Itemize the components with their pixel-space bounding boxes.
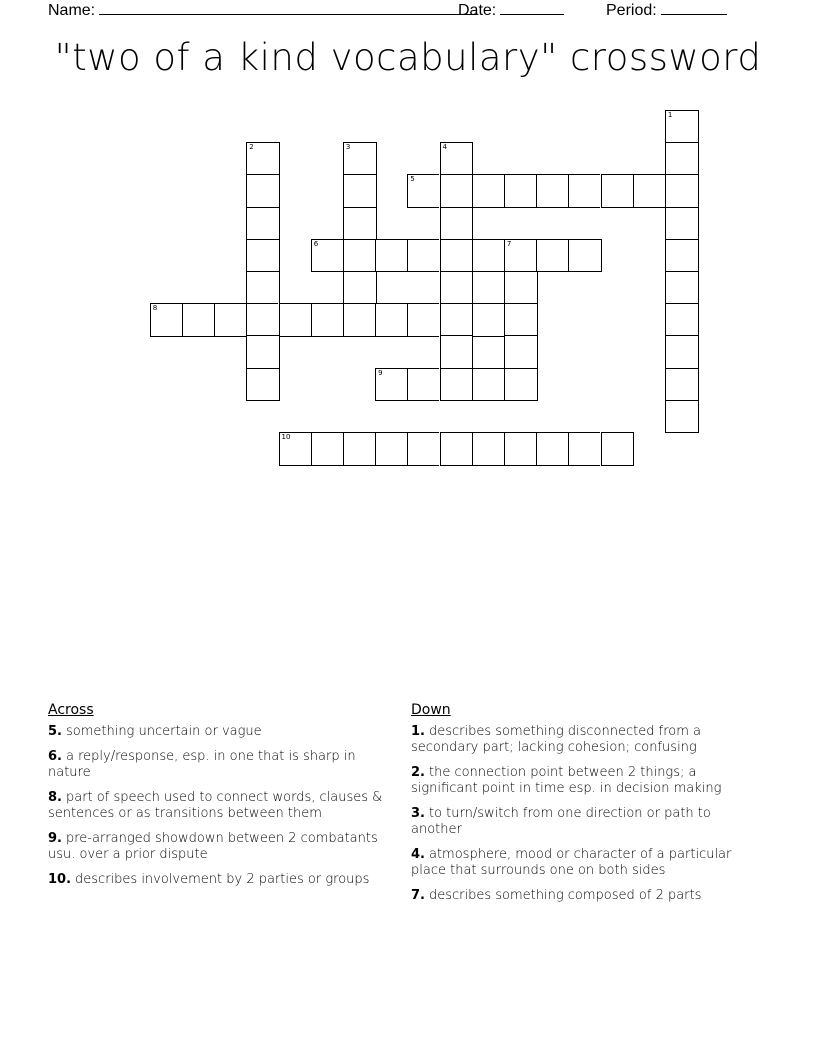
crossword-cell[interactable] (568, 432, 600, 466)
crossword-cell[interactable] (343, 174, 377, 206)
clue-number: 2. (411, 765, 425, 780)
crossword-cell[interactable] (343, 142, 377, 174)
crossword-cell[interactable] (440, 174, 472, 206)
crossword-cell[interactable] (311, 303, 343, 337)
crossword-cell[interactable] (407, 432, 439, 466)
date-label: Date: (458, 2, 497, 19)
crossword-cell[interactable] (665, 110, 699, 142)
crossword-cell[interactable] (246, 303, 278, 335)
crossword-cell[interactable] (246, 174, 280, 206)
crossword-cell[interactable] (665, 303, 699, 335)
period-label: Period: (606, 2, 657, 19)
crossword-cell[interactable] (343, 271, 377, 303)
clue-number: 5. (48, 724, 62, 739)
crossword-cell[interactable] (472, 432, 504, 466)
crossword-cell[interactable] (601, 174, 633, 208)
crossword-cell[interactable] (375, 432, 407, 466)
down-clue (411, 765, 761, 797)
clue-number-label: 3 (345, 143, 351, 152)
clue-number-label: 2 (249, 143, 254, 152)
crossword-grid (0, 0, 816, 470)
crossword-cell[interactable] (665, 271, 699, 303)
clue-number: 10. (48, 872, 72, 887)
crossword-cell[interactable] (504, 368, 538, 402)
clue-number-label: 5 (410, 175, 415, 184)
clue-number: 3. (411, 806, 425, 821)
crossword-cell[interactable] (440, 207, 474, 239)
clue-number-label: 4 (442, 143, 447, 152)
across-clue (48, 790, 400, 822)
crossword-cell[interactable] (472, 239, 504, 273)
clue-number-label: 7 (506, 239, 512, 248)
clue-number-label: 8 (152, 304, 158, 313)
crossword-cell[interactable] (665, 400, 699, 434)
crossword-cell[interactable] (343, 303, 375, 337)
crossword-cell[interactable] (407, 303, 439, 337)
clue-number: 7. (411, 888, 425, 903)
crossword-cell[interactable] (375, 239, 407, 273)
clue-number: 9. (48, 831, 62, 846)
crossword-cell[interactable] (375, 368, 407, 402)
crossword-cell[interactable] (504, 335, 538, 367)
across-clue (48, 872, 400, 888)
crossword-cell[interactable] (665, 335, 699, 367)
crossword-cell[interactable] (536, 174, 568, 208)
crossword-cell[interactable] (472, 174, 504, 208)
down-clue (411, 806, 761, 838)
crossword-cell[interactable] (343, 239, 375, 271)
crossword-cell[interactable] (407, 368, 439, 402)
crossword-cell[interactable] (375, 303, 407, 337)
clue-number-label: 10 (281, 433, 291, 441)
crossword-cell[interactable] (665, 142, 699, 174)
down-clues (411, 702, 761, 913)
crossword-cell[interactable] (536, 239, 568, 273)
crossword-cell[interactable] (214, 303, 246, 337)
clue-text: describes something disconnected from a secondary part; lacking cohesion; confusing (411, 724, 701, 755)
crossword-cell[interactable] (279, 432, 311, 466)
across-clue (48, 831, 400, 863)
crossword-cell[interactable] (407, 174, 439, 208)
crossword-cell[interactable] (440, 239, 472, 271)
page-title: "two of a kind vocabulary" crossword (54, 36, 762, 79)
crossword-cell[interactable] (472, 303, 504, 337)
crossword-cell[interactable] (343, 432, 375, 466)
crossword-cell[interactable] (246, 271, 280, 303)
crossword-cell[interactable] (246, 239, 280, 271)
clue-number-label: 1 (667, 111, 673, 119)
crossword-cell[interactable] (246, 335, 280, 367)
clue-text: a reply/response, esp. in one that is sharp in nature (48, 749, 356, 780)
crossword-cell[interactable] (504, 174, 536, 208)
clue-text: describes involvement by 2 parties or groups (75, 872, 370, 887)
crossword-cell[interactable] (182, 303, 214, 337)
crossword-cell[interactable] (665, 368, 699, 400)
across-clue (48, 749, 400, 781)
crossword-cell[interactable] (150, 303, 182, 337)
clue-text: part of speech used to connect words, clauses & sentences or as transitions between them (48, 790, 383, 821)
crossword-cell[interactable] (279, 303, 311, 337)
crossword-cell[interactable] (504, 239, 536, 271)
crossword-cell[interactable] (246, 207, 280, 239)
crossword-cell[interactable] (440, 271, 474, 303)
clue-text: the connection point between 2 things; a significant point in time esp. in decision making (411, 765, 722, 796)
clue-text: something uncertain or vague (65, 724, 262, 739)
crossword-cell[interactable] (407, 239, 439, 273)
crossword-cell[interactable] (665, 239, 699, 271)
crossword-cell[interactable] (665, 207, 699, 239)
clue-text: atmosphere, mood or character of a particular place that surrounds one on both sides (411, 847, 732, 878)
across-clue (48, 724, 400, 740)
across-clues (48, 702, 400, 897)
clue-text: to turn/switch from one direction or path to another (411, 806, 711, 837)
clue-number: 1. (411, 724, 425, 739)
clue-number: 4. (411, 847, 425, 862)
clue-number: 8. (48, 790, 62, 805)
clue-text: describes something composed of 2 parts (428, 888, 702, 903)
crossword-cell[interactable] (440, 368, 472, 402)
crossword-cell[interactable] (568, 239, 602, 273)
crossword-cell[interactable] (504, 432, 536, 466)
clue-text: pre-arranged showdown between 2 combatants usu. over a prior dispute (48, 831, 378, 862)
crossword-cell[interactable] (472, 368, 504, 402)
across-heading: Across (48, 702, 94, 718)
crossword-cell[interactable] (601, 432, 635, 466)
crossword-cell[interactable] (311, 239, 343, 273)
down-clue (411, 724, 761, 756)
crossword-cell[interactable] (633, 174, 665, 208)
crossword-cell[interactable] (440, 142, 474, 174)
clue-number: 6. (48, 749, 62, 764)
crossword-cell[interactable] (568, 174, 600, 208)
name-label: Name: (48, 2, 96, 19)
clue-number-label: 9 (378, 368, 383, 377)
crossword-cell[interactable] (246, 142, 280, 174)
crossword-cell[interactable] (246, 368, 280, 402)
crossword-cell[interactable] (440, 335, 474, 367)
crossword-cell[interactable] (440, 432, 472, 466)
down-heading: Down (411, 702, 451, 718)
crossword-cell[interactable] (504, 271, 538, 303)
crossword-cell[interactable] (665, 174, 699, 206)
crossword-cell[interactable] (343, 207, 377, 239)
down-clue (411, 847, 761, 879)
crossword-cell[interactable] (311, 432, 343, 466)
crossword-cell[interactable] (504, 303, 538, 335)
crossword-cell[interactable] (536, 432, 568, 466)
clue-number-label: 6 (313, 239, 319, 248)
down-clue (411, 888, 761, 904)
crossword-cell[interactable] (440, 303, 472, 335)
